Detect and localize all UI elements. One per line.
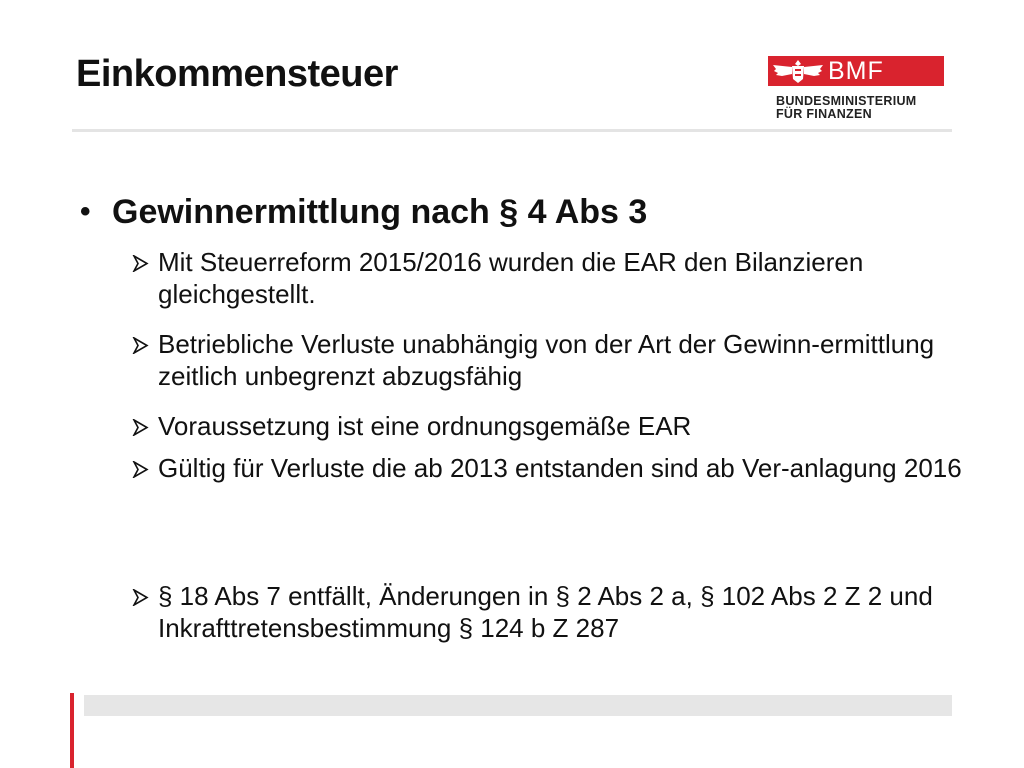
sub-item-text: Gültig für Verluste die ab 2013 entstanden sind ab Ver-anlagung 2016 [158,453,962,483]
arrow-bullet-icon [132,419,149,436]
sub-item [132,410,962,442]
sub-item [132,452,962,484]
arrow-bullet-icon [132,337,149,354]
logo-red-bar [768,56,944,86]
arrow-bullet-icon [132,255,149,272]
sub-item [132,328,962,392]
logo-line-2: FÜR FINANZEN [776,107,872,121]
sub-item [132,580,962,644]
logo-line-1: BUNDESMINISTERIUM [776,94,917,108]
sub-item-text: § 18 Abs 7 entfällt, Änderungen in § 2 Abs 2 a, § 102 Abs 2 Z 2 und Inkrafttretensbestimmung § 124 b Z 287 [158,581,933,643]
sub-item-text: Voraussetzung ist eine ordnungsgemäße EAR [158,411,692,441]
bmf-logo [768,56,944,120]
arrow-bullet-icon [132,461,149,478]
sub-item-text: Mit Steuerreform 2015/2016 wurden die EAR den Bilanzieren gleichgestellt. [158,247,864,309]
bullet-dot-icon: • [80,195,91,228]
sub-item [132,246,962,310]
footer-red-accent [70,693,74,768]
arrow-bullet-icon [132,589,149,606]
sub-item-text: Betriebliche Verluste unabhängig von der Art der Gewinn-ermittlung zeitlich unbegrenzt abzugsfähig [158,329,935,391]
slide-title: Einkommensteuer [76,53,398,95]
eagle-icon [770,57,826,85]
footer-bar [84,695,952,716]
title-divider [72,129,952,132]
main-bullet-text: Gewinnermittlung nach § 4 Abs 3 [112,193,648,231]
logo-abbreviation: BMF [828,57,884,85]
